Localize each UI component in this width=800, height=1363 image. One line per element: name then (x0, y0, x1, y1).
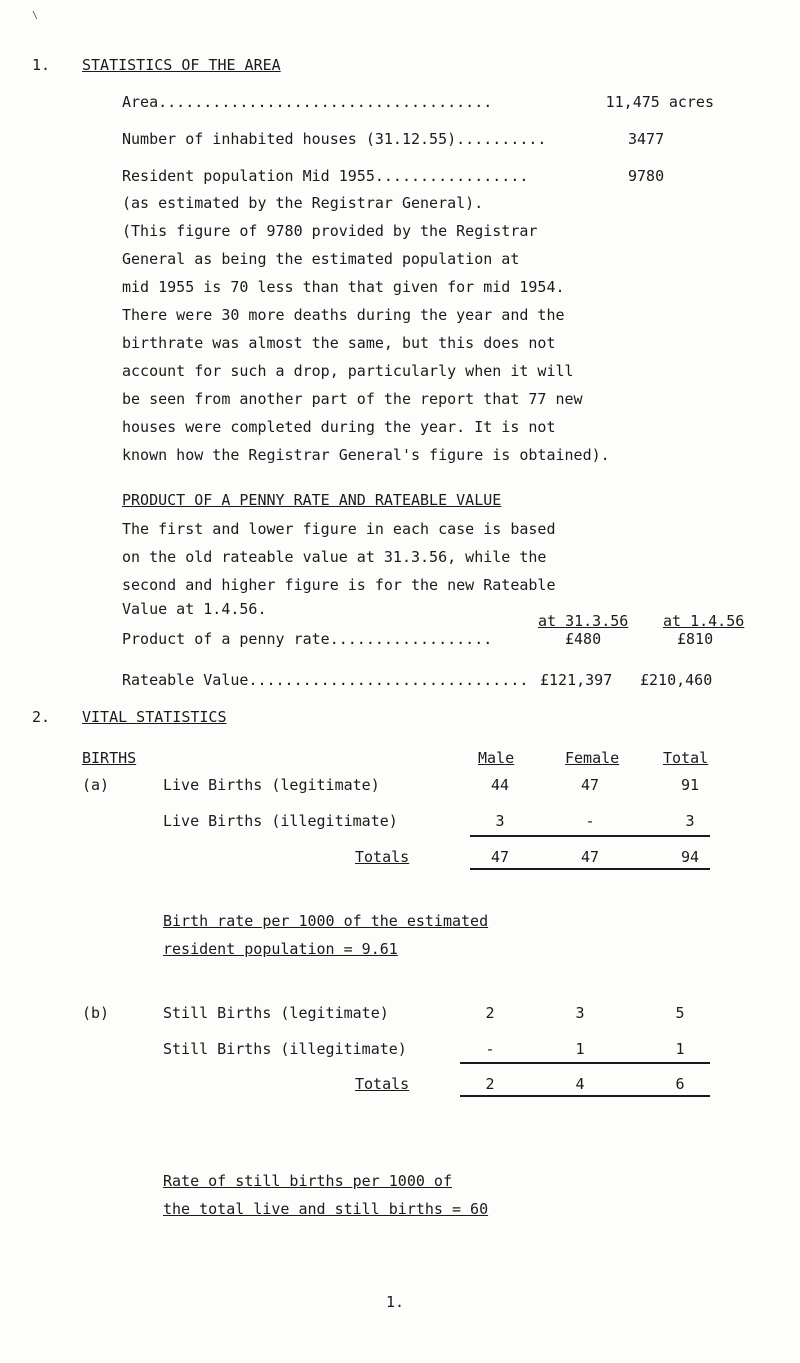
penny-rate-line: Value at 1.4.56. (122, 600, 267, 618)
product-old: £480 (565, 630, 602, 648)
penny-rate-line: second and higher figure is for the new Rateable (122, 576, 556, 594)
still-rate-line2: the total live and still births = 60 (163, 1200, 489, 1218)
para-line: General as being the estimated population at (122, 250, 520, 268)
para-line: houses were completed during the year. It is not (122, 418, 556, 436)
still-totals-total: 6 (675, 1075, 685, 1093)
area-value: 11,475 acres (605, 93, 714, 111)
divider (460, 1062, 710, 1064)
para-line: known how the Registrar General's figure is obtained). (122, 446, 610, 464)
live-legit-total: 91 (680, 776, 700, 794)
para-line: (as estimated by the Registrar General). (122, 194, 484, 212)
page-number: 1. (386, 1293, 405, 1311)
rateable-label: Rateable Value............................... (122, 671, 529, 689)
rateable-old: £121,397 (540, 671, 613, 689)
live-totals-male: 47 (490, 848, 510, 866)
divider (470, 868, 710, 870)
still-illegit-male: - (485, 1040, 495, 1058)
divider (460, 1095, 710, 1097)
para-line: birthrate was almost the same, but this does not (122, 334, 556, 352)
para-line: mid 1955 is 70 less than that given for mid 1954. (122, 278, 565, 296)
still-legit-total: 5 (675, 1004, 685, 1022)
penny-rate-line: on the old rateable value at 31.3.56, while the (122, 548, 547, 566)
col-female: Female (565, 749, 620, 767)
para-line: There were 30 more deaths during the year and the (122, 306, 565, 324)
still-illegit-label: Still Births (illegitimate) (163, 1040, 407, 1058)
still-totals-female: 4 (575, 1075, 585, 1093)
still-legit-male: 2 (485, 1004, 495, 1022)
live-illegit-total: 3 (685, 812, 695, 830)
still-illegit-total: 1 (675, 1040, 685, 1058)
live-illegit-female: - (585, 812, 595, 830)
product-new: £810 (677, 630, 714, 648)
houses-label: Number of inhabited houses (31.12.55).......... (122, 130, 547, 148)
still-legit-female: 3 (575, 1004, 585, 1022)
live-legit-label: Live Births (legitimate) (163, 776, 380, 794)
still-legit-label: Still Births (legitimate) (163, 1004, 389, 1022)
col-header-new: at 1.4.56 (663, 612, 745, 630)
para-line: (This figure of 9780 provided by the Registrar (122, 222, 538, 240)
live-legit-female: 47 (580, 776, 600, 794)
para-line: be seen from another part of the report that 77 new (122, 390, 583, 408)
section1-heading: STATISTICS OF THE AREA (82, 56, 281, 74)
divider (470, 835, 710, 837)
birth-rate-line2: resident population = 9.61 (163, 940, 398, 958)
live-totals-label: Totals (355, 848, 410, 866)
still-totals-male: 2 (485, 1075, 495, 1093)
label-b: (b) (82, 1004, 110, 1022)
section2-number: 2. (32, 708, 51, 726)
still-totals-label: Totals (355, 1075, 410, 1093)
rateable-new: £210,460 (640, 671, 713, 689)
area-label: Area..................................... (122, 93, 493, 111)
births-heading: BIRTHS (82, 749, 137, 767)
still-rate-line1: Rate of still births per 1000 of (163, 1172, 452, 1190)
birth-rate-line1: Birth rate per 1000 of the estimated (163, 912, 489, 930)
live-legit-male: 44 (490, 776, 510, 794)
penny-rate-line: The first and lower figure in each case is based (122, 520, 556, 538)
live-illegit-male: 3 (495, 812, 505, 830)
section1-number: 1. (32, 56, 51, 74)
col-male: Male (478, 749, 515, 767)
col-header-old: at 31.3.56 (538, 612, 629, 630)
live-totals-female: 47 (580, 848, 600, 866)
houses-value: 3477 (628, 130, 665, 148)
para-line: account for such a drop, particularly when it will (122, 362, 574, 380)
label-a: (a) (82, 776, 110, 794)
live-illegit-label: Live Births (illegitimate) (163, 812, 398, 830)
population-label: Resident population Mid 1955................. (122, 167, 529, 185)
col-total: Total (663, 749, 709, 767)
live-totals-total: 94 (680, 848, 700, 866)
section2-heading: VITAL STATISTICS (82, 708, 227, 726)
product-label: Product of a penny rate.................. (122, 630, 493, 648)
still-illegit-female: 1 (575, 1040, 585, 1058)
penny-rate-heading: PRODUCT OF A PENNY RATE AND RATEABLE VALUE (122, 491, 502, 509)
scan-mark: \ (32, 10, 39, 21)
population-value: 9780 (628, 167, 665, 185)
